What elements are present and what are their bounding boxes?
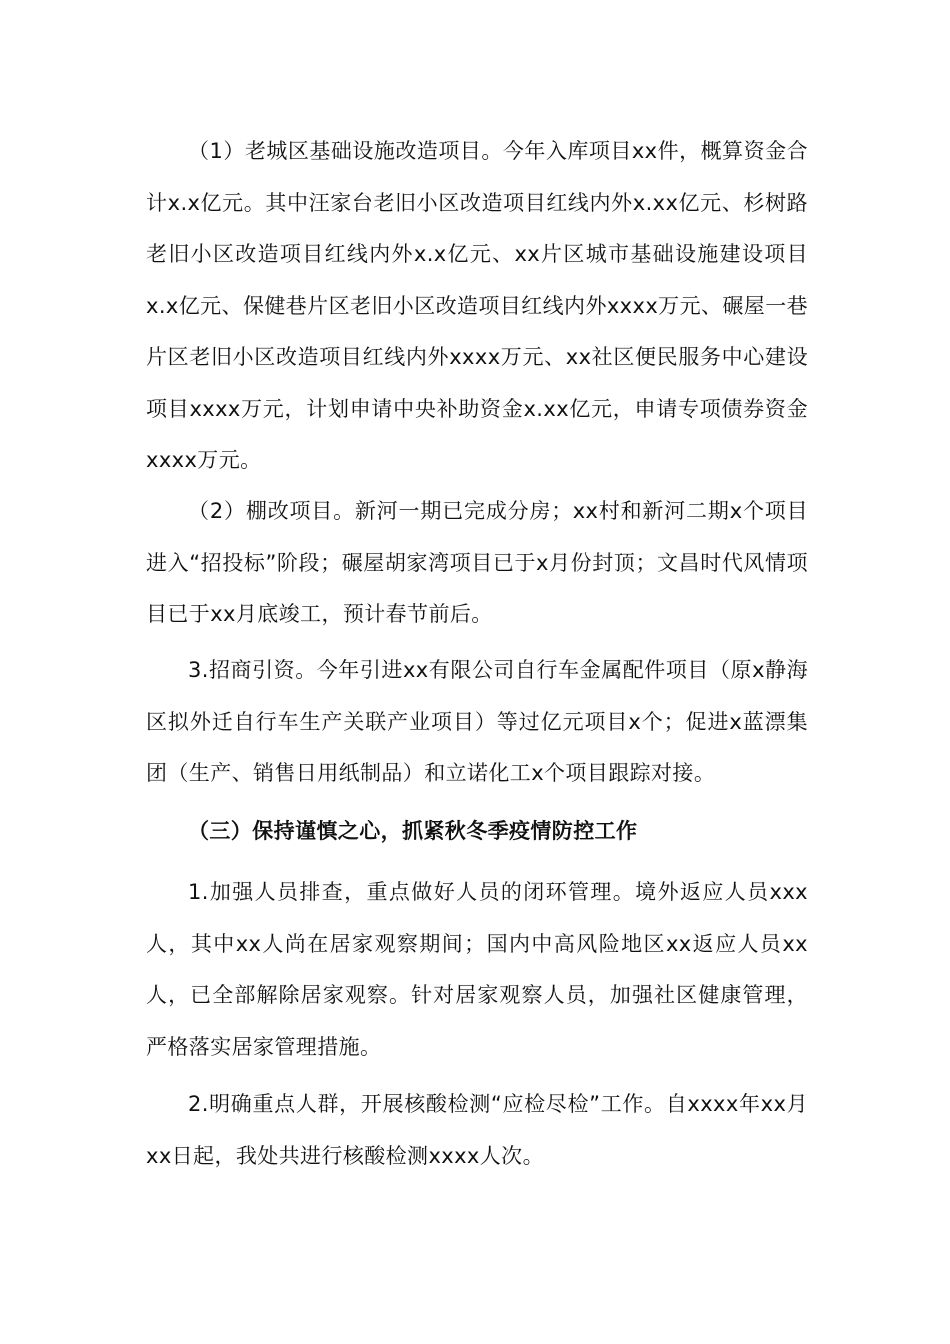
paragraph-nucleic-acid-testing: 2.明确重点人群，开展核酸检测“应检尽检”工作。自xxxx年xx月xx日起，我处共进行核酸检测xxxx人次。 — [146, 1092, 808, 1168]
paragraph-old-town-infrastructure: （1）老城区基础设施改造项目。今年入库项目xx件，概算资金合计x.x亿元。其中汪家台老旧小区改造项目红线内外x.xx亿元、杉树路老旧小区改造项目红线内外x.x亿元、xx片区城市基础设施建设项目x.x亿元、保健巷片区老旧小区改造项目红线内外xxxx万元、碾屋一巷片区老旧小区改造项目红线内外xxxx万元、xx社区便民服务中心建设项目xxxx万元，计划申请中央补助资金x.xx亿元，申请专项债券资金xxxx万元。 — [146, 139, 808, 472]
section-heading-epidemic-control: （三）保持谨慎之心，抓紧秋冬季疫情防控工作 — [188, 819, 638, 843]
paragraph-shantytown-renovation: （2）棚改项目。新河一期已完成分房；xx村和新河二期x个项目进入“招投标”阶段；碾屋胡家湾项目已于x月份封顶；文昌时代风情项目已于xx月底竣工，预计春节前后。 — [146, 499, 808, 626]
paragraph-investment-attraction: 3.招商引资。今年引进xx有限公司自行车金属配件项目（原x静海区拟外迁自行车生产关联产业项目）等过亿元项目x个；促进x蓝漂集团（生产、销售日用纸制品）和立诺化工x个项目跟踪对接。 — [146, 658, 808, 785]
paragraph-personnel-screening: 1.加强人员排查，重点做好人员的闭环管理。境外返应人员xxx人，其中xx人尚在居家观察期间；国内中高风险地区xx返应人员xx人，已全部解除居家观察。针对居家观察人员，加强社区健康管理，严格落实居家管理措施。 — [146, 880, 808, 1059]
